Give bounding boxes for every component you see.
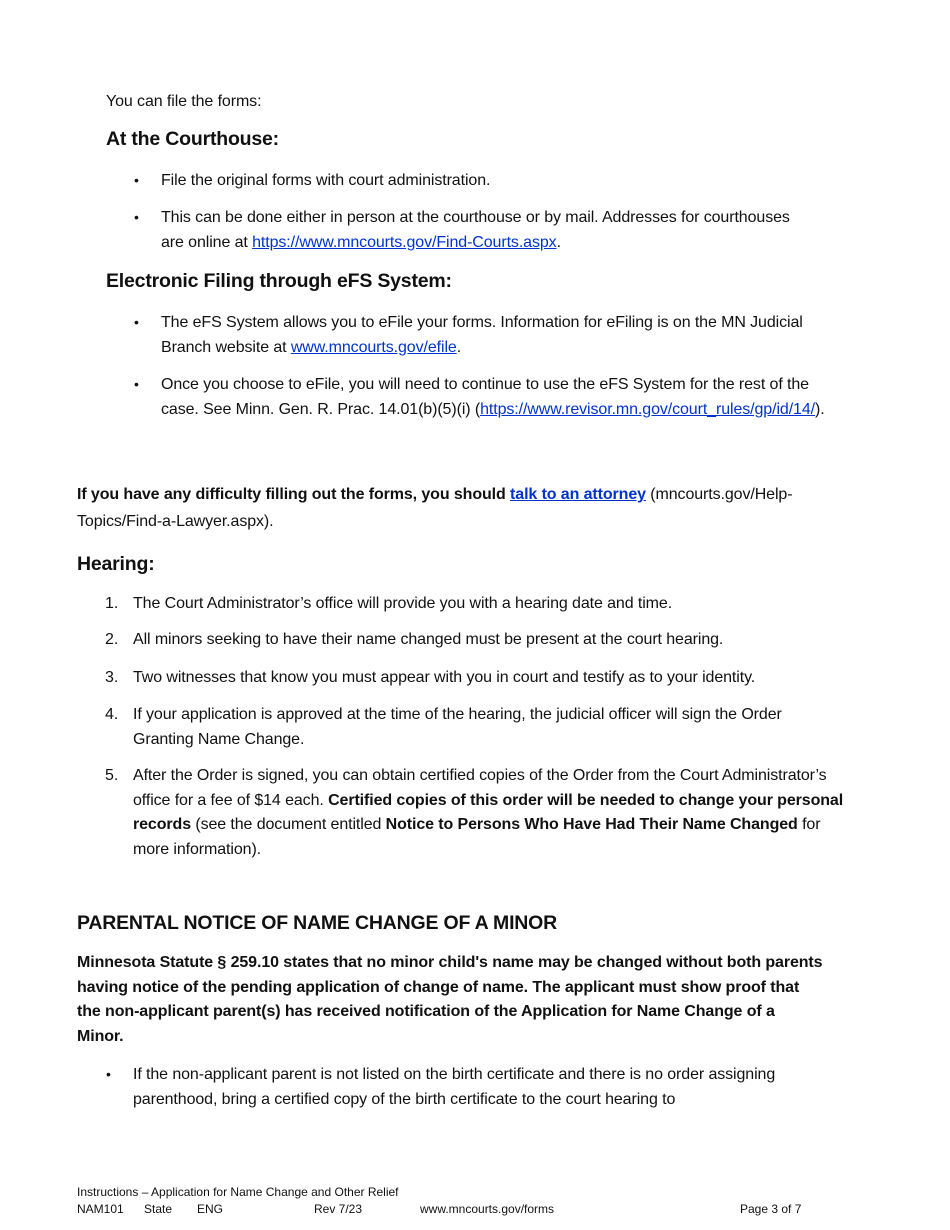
list-number: 5. <box>105 767 119 784</box>
list-number: 1. <box>105 595 119 612</box>
efs-heading: Electronic Filing through eFS System: <box>106 270 452 292</box>
hearing-heading: Hearing: <box>77 553 155 575</box>
parental-notice-heading: PARENTAL NOTICE OF NAME CHANGE OF A MINOR <box>77 912 558 934</box>
hearing-item-3: Two witnesses that know you must appear with you in court and testify as to your identity. <box>133 669 756 686</box>
courthouse-bullet-2: This can be done either in person at the courthouse or by mail. Addresses for courthouses are online at https://www.mncourts.gov/Find-Courts.aspx. <box>161 209 790 251</box>
revisor-rules-link[interactable]: https://www.revisor.mn.gov/court_rules/gp/id/14/ <box>480 400 815 418</box>
attorney-paragraph: If you have any difficulty filling out the forms, you should talk to an attorney (mncourts.gov/Help-Topics/Find-a-Lawyer.aspx). <box>77 486 793 530</box>
bullet-icon: • <box>106 1066 111 1082</box>
courthouse-heading: At the Courthouse: <box>106 128 279 150</box>
list-number: 4. <box>105 706 119 723</box>
footer-row <box>77 1202 837 1218</box>
bullet-icon: • <box>134 376 139 392</box>
bullet-icon: • <box>134 172 139 188</box>
footer-form-id: NAM101 <box>77 1202 124 1216</box>
statute-paragraph: Minnesota Statute § 259.10 states that no minor child's name may be changed without both parents having notice of the pending application of change of name. The applicant must show proof that the non-applicant parent(s) has received notification of the Application for Name Change of a Minor. <box>77 954 823 1045</box>
list-number: 3. <box>105 669 119 686</box>
footer-title: Instructions – Application for Name Change and Other Relief <box>77 1185 399 1199</box>
hearing-item-2: All minors seeking to have their name changed must be present at the court hearing. <box>133 631 724 648</box>
bullet-icon: • <box>134 209 139 225</box>
list-number: 2. <box>105 631 119 648</box>
parental-bullet-1: If the non-applicant parent is not listed on the birth certificate and there is no order assigning parenthood, bring a certified copy of the birth certificate to the court hearing to <box>133 1066 776 1108</box>
footer-rev: Rev 7/23 <box>314 1202 363 1216</box>
courthouse-bullet-1: File the original forms with court administration. <box>161 172 491 189</box>
hearing-item-5: After the Order is signed, you can obtain certified copies of the Order from the Court Administrator’s office for a fee of $14 each. Certified copies of this order will be needed to change your personal records (see the document entitled Notice to Persons Who Have Had Their Name Changed for more information). <box>133 767 844 858</box>
talk-to-attorney-link[interactable]: talk to an attorney <box>510 486 646 503</box>
footer-url: www.mncourts.gov/forms <box>420 1202 555 1216</box>
footer-lang: ENG <box>197 1202 224 1216</box>
bullet-icon: • <box>134 314 139 330</box>
intro-text: You can file the forms: <box>106 93 262 110</box>
hearing-item-4: If your application is approved at the time of the hearing, the judicial officer will sign the Order Granting Name Change. <box>133 706 782 748</box>
find-courts-link[interactable]: https://www.mncourts.gov/Find-Courts.aspx <box>252 233 557 251</box>
efs-bullet-2: Once you choose to eFile, you will need to continue to use the eFS System for the rest of the case. See Minn. Gen. R. Prac. 14.01(b)(5)(i) (https://www.revisor.mn.gov/court_rules/gp/id/14/). <box>161 376 825 418</box>
hearing-item-1: The Court Administrator’s office will provide you with a hearing date and time. <box>133 595 673 612</box>
footer-page-number: Page 3 of 7 <box>740 1202 802 1216</box>
efs-bullet-1: The eFS System allows you to eFile your forms. Information for eFiling is on the MN Judicial Branch website at www.mncourts.gov/efile. <box>161 314 803 356</box>
footer-state: State <box>144 1202 173 1216</box>
efile-link[interactable]: www.mncourts.gov/efile <box>290 338 457 356</box>
